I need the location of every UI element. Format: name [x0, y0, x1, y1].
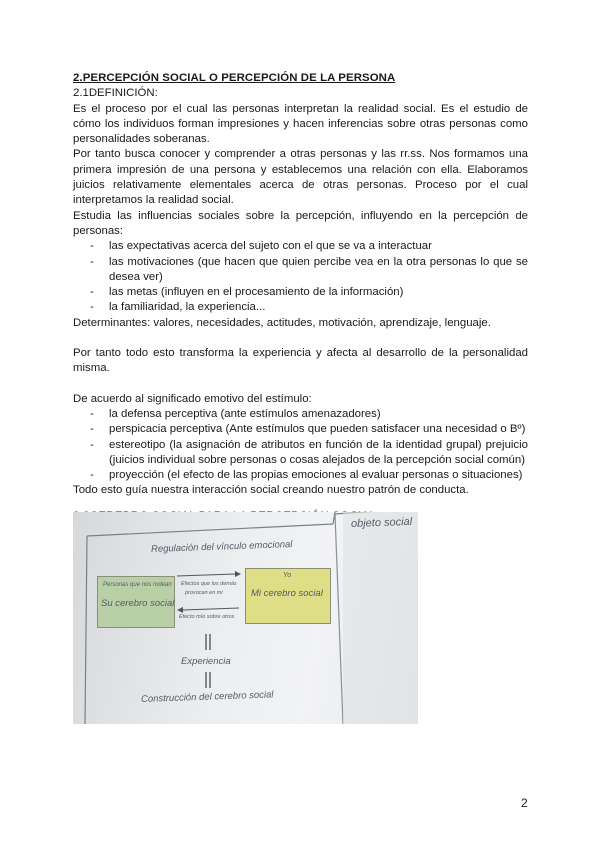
paragraph-emotive: De acuerdo al significado emotivo del estímulo:: [73, 392, 312, 405]
list-item: - proyección (el efecto de las propias emociones al evaluar personas o situaciones): [73, 468, 528, 483]
effects-label-1: Efectos que los demás: [181, 581, 237, 587]
list-item: - la defensa perceptiva (ante estímulos amenazadores): [73, 407, 528, 422]
emotive-list: [73, 407, 528, 483]
section-heading: 2.PERCEPCIÓN SOCIAL O PERCEPCIÓN DE LA PERSONA: [73, 72, 396, 84]
paragraph-determinants: Determinantes: valores, necesidades, actitudes, motivación, aprendizaje, lenguaje.: [73, 316, 491, 329]
emotional-bond-label: Regulación del vínculo emocional: [150, 539, 293, 555]
subsection-heading: 2.1DEFINICIÓN:: [73, 87, 158, 100]
self-label: Yo: [283, 572, 292, 579]
my-brain-label: Mi cerebro social: [251, 588, 323, 599]
experience-label: Experiencia: [181, 656, 231, 667]
list-item: - las motivaciones (que hacen que quien percibe vea en la otra personas lo que se desea ver): [73, 255, 528, 286]
paragraph-conclusion: Todo esto guía nuestra interacción social creando nuestro patrón de conducta.: [73, 484, 469, 497]
list-item: - las expectativas acerca del sujeto con el que se va a interactuar: [73, 239, 528, 254]
document-body: [73, 71, 528, 524]
their-brain-label: Su cerebro social: [101, 598, 175, 609]
paragraph-influences: Estudia las influencias sociales sobre la percepción, influyendo en la percepción de personas:: [73, 209, 528, 237]
list-item: - la familiaridad, la experiencia...: [73, 300, 528, 315]
paragraph-comprehension: Por tanto busca conocer y comprender a otras personas y las rr.ss. Nos formamos una primera impresión de una persona y establecemos una relación con ella. Elaboramos juicios relativamente elementales acerca de otras personas. Proceso por el cual interpretamos la realidad social.: [73, 148, 528, 207]
list-item: - perspicacia perceptiva (Ante estímulos que pueden satisfacer una necesidad o Bº): [73, 422, 528, 437]
my-effect-label: Efecto mío sobre otros: [179, 614, 235, 620]
paragraph-transform: Por tanto todo esto transforma la experiencia y afecta al desarrollo de la personalidad misma.: [73, 347, 528, 375]
list-item: - estereotipo (la asignación de atributos en función de la identidad grupal) prejuicio (juicios individual sobre personas o cosas alejados de la percepción social común): [73, 438, 528, 469]
brain-construction-label: Construcción del cerebro social: [140, 689, 274, 705]
page-number: 2: [521, 796, 528, 810]
object-social-label: objeto social: [350, 515, 413, 530]
effects-label-2: provocan en mi: [185, 590, 223, 596]
social-brain-photo: [73, 512, 418, 724]
list-item: - las metas (influyen en el procesamiento de la información): [73, 285, 528, 300]
influences-list: [73, 239, 528, 315]
surrounding-people-label: Personas que nos rodean: [103, 582, 172, 588]
paragraph-definition: Es el proceso por el cual las personas interpretan la realidad social. Es el estudio de cómo los individuos forman impresiones y hacen inferencias sobre otras personas como personalidades soberanas.: [73, 102, 528, 146]
